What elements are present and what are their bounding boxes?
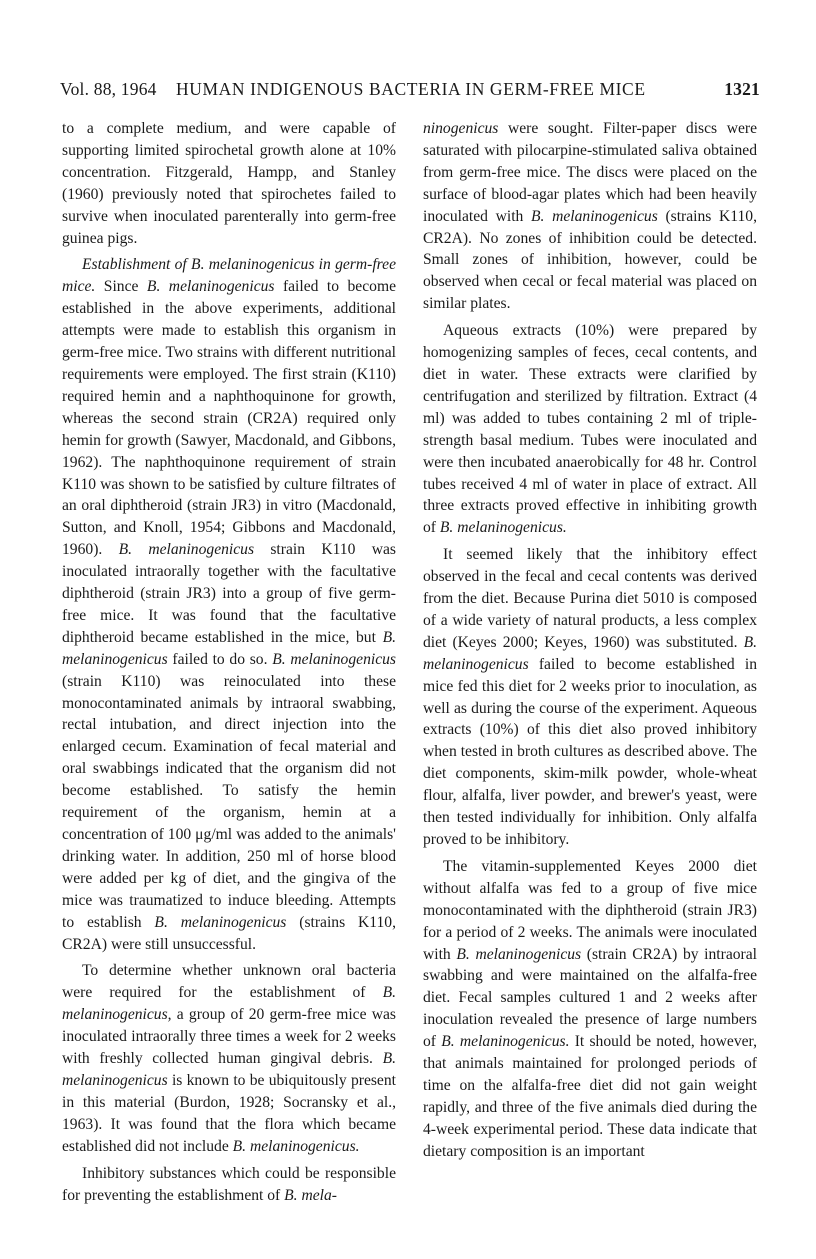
text-run: Aqueous extracts (10%) were prepared by homogenizing samples of feces, cecal contents, and diet in water. These extracts were clarified by centrifugation and sterilized by filtration. Extract (4 ml) was added to tubes containing 2 ml of triple-strength basal medium. Tubes were inoculated and were then incubated anaerobically for 48 hr. Control tubes received 4 ml of water in place of extract. All three extracts proved effective in inhibiting growth of [423, 322, 757, 537]
paragraph [423, 320, 757, 539]
text-run: a group of 20 germ-free mice was inoculated intraorally three times a week for 2 weeks with freshly collected human gingival debris. [62, 1006, 396, 1068]
italic-text: B. melaninogenicus [118, 541, 255, 559]
right-column [423, 118, 757, 1163]
text-run: to a complete medium, and were capable of supporting limited spirochetal growth alone at 10% concentration. Fitzgerald, Hampp, and Stanley (1960) previously noted that spirochetes failed to survive when inoculated parenterally into germ-free guinea pigs. [62, 120, 396, 247]
text-run: failed to become established in mice fed this diet for 2 weeks prior to inoculation, as well as during the course of the experiment. Aqueous extracts (10%) of this diet also proved inhibitory when tested in broth cultures as described above. The diet components, skim-milk powder, whole-wheat flour, alfalfa, liver powder, and brewer's yeast, were then tested individually for inhibition. Only alfalfa proved to be inhibitory. [423, 655, 757, 848]
italic-text: B. melaninogenicus, [62, 984, 396, 1024]
italic-text: B. melaninogenicus. [232, 1137, 360, 1155]
paragraph-continuation [62, 118, 396, 249]
volume-label: Vol. 88, 1964 [60, 79, 157, 99]
paragraph [423, 856, 757, 1163]
text-run: It should be noted, however, that animals maintained for prolonged periods of time on the alfalfa-free diet did not gain weight rapidly, and three of the five animals died during the 4-week experimental period. These data indicate that dietary composition is an important [423, 1033, 758, 1160]
text-run: (strain CR2A) by intraoral swabbing and were maintained on the alfalfa-free diet. Fecal samples cultured 1 and 2 weeks after inoculation revealed the presence of large numbers of [423, 945, 758, 1051]
italic-text: Establishment of B. melaninogenicus in germ-free mice. [62, 256, 396, 296]
left-column [62, 118, 396, 1206]
italic-text: ninogenicus [423, 120, 499, 137]
text-run: strain K110 was inoculated intraorally together with the facultative diphtheroid (strain JR3) into a group of five germ-free mice. It was found that the facultative diphtheroid became established in the mice, but [62, 541, 396, 646]
italic-text: B. melaninogenicus [62, 1050, 396, 1089]
italic-text: B. melaninogenicus [272, 650, 396, 668]
paragraph [62, 254, 396, 955]
text-run: Since [95, 278, 147, 296]
text-run: To determine whether unknown oral bacteria were required for the establishment of [62, 962, 396, 1002]
paragraph-continuation [423, 118, 757, 315]
paragraph [423, 544, 757, 851]
paragraph [62, 960, 396, 1157]
italic-text: B. melaninogenicus [154, 913, 287, 931]
text-run: It seemed likely that the inhibitory effect observed in the fecal and cecal contents was derived from the diet. Because Purina diet 5010 is composed of a wide variety of natural products, a less complex diet (Keyes 2000; Keyes, 1960) was substituted. [423, 546, 757, 651]
text-run: failed to do so. [167, 650, 273, 668]
italic-text: B. melaninogenicus. [439, 519, 567, 537]
running-header [60, 79, 760, 103]
italic-text: B. melaninogenicus [423, 633, 757, 673]
italic-text: B. mela- [284, 1186, 337, 1204]
italic-text: B. melaninogenicus [146, 278, 275, 296]
running-title: HUMAN INDIGENOUS BACTERIA IN GERM-FREE MICE [176, 79, 646, 99]
text-run: (strain K110) was reinoculated into these monocontaminated animals by intraoral swabbing, rectal intubation, and direct injection into the enlarged cecum. Examination of fecal material and oral swabbings indicated that the organism did not become established. To satisfy the hemin requirement of the organism, hemin at a concentration of 100 μg/ml was added to the animals' drinking water. In addition, 250 ml of horse blood were added per kg of diet, and the gingiva of the mice was traumatized to induce bleeding. Attempts to establish [62, 672, 396, 931]
text-run: were sought. Filter-paper discs were saturated with pilocarpine-stimulated saliva obtained from germ-free mice. The discs were placed on the surface of blood-agar plates which had been heavily inoculated with [423, 120, 757, 225]
italic-text: B. melaninogenicus. [441, 1033, 570, 1051]
paragraph [62, 1163, 396, 1207]
text-run: The vitamin-supplemented Keyes 2000 diet without alfalfa was fed to a group of five mice monocontaminated with the diphtheroid (strain JR3) for a period of 2 weeks. The animals were inoculated with [423, 857, 757, 963]
text-run: (strains K110, CR2A) were still unsuccessful. [62, 913, 396, 953]
italic-text: B. melaninogenicus [531, 207, 658, 225]
page-number: 1321 [724, 79, 760, 99]
text-run: (strains K110, CR2A). No zones of inhibition could be detected. Small zones of inhibition, however, could be observed when cecal or fecal material was placed on similar plates. [423, 207, 757, 313]
text-run: Inhibitory substances which could be responsible for preventing the establishment of [62, 1164, 396, 1204]
italic-text: B. melaninogenicus [456, 945, 582, 963]
italic-text: B. melaninogenicus [62, 628, 396, 668]
text-run: is known to be ubiquitously present in this material (Burdon, 1928; Socransky et al., 1963). It was found that the flora which became established did not include [62, 1071, 396, 1155]
text-run: failed to become established in the above experiments, additional attempts were made to establish this organism in germ-free mice. Two strains with different nutritional requirements were employed. The first strain (K110) required hemin and a naphthoquinone for growth, whereas the second strain (CR2A) required only hemin for growth (Sawyer, Macdonald, and Gibbons, 1962). The naphthoquinone requirement of strain K110 was shown to be satisfied by culture filtrates of an oral diphtheroid (strain JR3) in vitro (Macdonald, Sutton, and Knoll, 1954; Gibbons and Macdonald, 1960). [62, 278, 396, 559]
